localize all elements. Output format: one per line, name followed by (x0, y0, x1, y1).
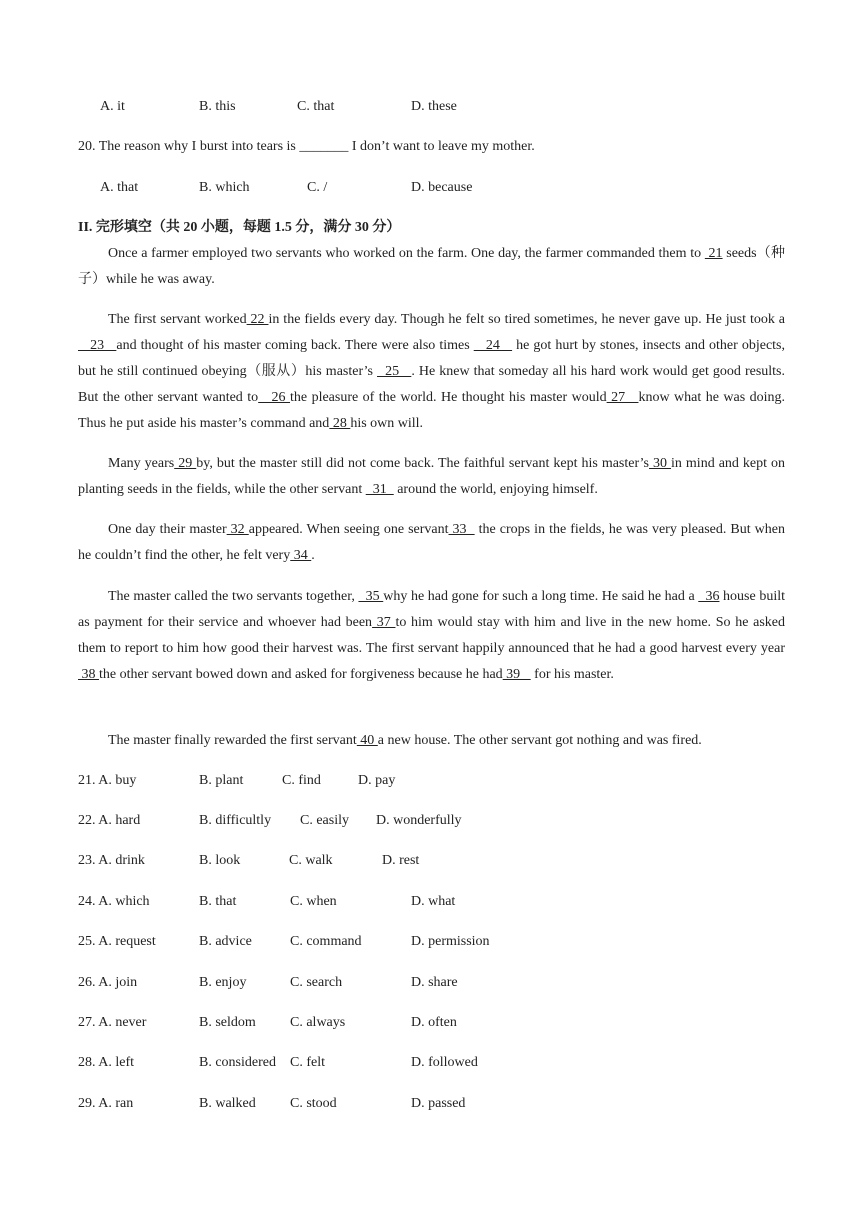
text: the other servant bowed down and asked for forgiveness because he had (99, 667, 503, 682)
option-d: D. wonderfully (376, 813, 462, 828)
question-22-options (78, 812, 798, 830)
option-c: C. easily (300, 813, 349, 828)
text: Once a farmer employed two servants who worked on the farm. One day, the farmer commanded them to (108, 246, 705, 261)
text: his own will. (350, 416, 424, 431)
passage-paragraph-6 (78, 728, 785, 754)
question-24-options (78, 893, 798, 911)
option-b: B. which (199, 180, 250, 195)
question-27-options (78, 1014, 798, 1032)
blank-34: 34 (290, 548, 312, 563)
option-b: B. enjoy (199, 975, 247, 990)
text: house built as payment for their service and whoever had been (78, 589, 785, 630)
option-c: C. find (282, 773, 321, 788)
text: around the world, enjoying himself. (393, 482, 598, 497)
option-b: B. considered (199, 1055, 276, 1070)
answer-blank: _______ (299, 139, 349, 154)
text: the pleasure of the world. He thought his master would (290, 390, 607, 405)
text: why he had gone for such a long time. He said he had a (383, 589, 699, 604)
question-29-options (78, 1095, 798, 1113)
option-a: 26. A. join (78, 975, 138, 990)
option-a: 23. A. drink (78, 853, 145, 868)
blank-28: 28 (329, 416, 351, 431)
passage-paragraph-1 (78, 241, 785, 293)
blank-25: 25 (377, 364, 412, 379)
option-d: D. often (411, 1015, 457, 1030)
question-28-options (78, 1054, 798, 1072)
option-b: B. seldom (199, 1015, 256, 1030)
passage-paragraph-5 (78, 584, 785, 688)
text: One day their master (108, 522, 227, 537)
option-a: 27. A. never (78, 1015, 147, 1030)
blank-39: 39 (502, 667, 531, 682)
option-a: 21. A. buy (78, 773, 137, 788)
text: The first servant worked (108, 312, 247, 327)
question-21-options (78, 772, 798, 790)
question-text: 20. The reason why I burst into tears is (78, 139, 300, 154)
blank-23: 23 (78, 338, 117, 353)
passage-paragraph-4 (78, 517, 785, 569)
option-c: C. when (290, 894, 337, 909)
text: to him would stay with him and live in the new home. So he asked them to report to him how good their harvest was. The first servant happily announced that he had a good harvest every year (78, 615, 785, 656)
option-c: C. command (290, 934, 362, 949)
blank-30: 30 (649, 456, 672, 471)
option-a: 29. A. ran (78, 1096, 134, 1111)
option-a: A. that (100, 180, 139, 195)
blank-27: 27 (606, 390, 639, 405)
text: Many years (108, 456, 175, 471)
question-23-options (78, 852, 798, 870)
option-d: D. share (411, 975, 458, 990)
passage-paragraph-3 (78, 451, 785, 503)
option-a: 25. A. request (78, 934, 156, 949)
option-d: D. these (411, 99, 457, 114)
blank-33: 33 (448, 522, 475, 537)
option-b: B. difficultly (199, 813, 272, 828)
option-b: B. this (199, 99, 236, 114)
q19-options (78, 98, 798, 116)
text: The master called the two servants together, (108, 589, 359, 604)
q20-options (78, 179, 798, 197)
text: and thought of his master coming back. There were also times (116, 338, 474, 353)
blank-32: 32 (226, 522, 249, 537)
text: appeared. When seeing one servant (248, 522, 449, 537)
blank-38: 38 (78, 667, 99, 682)
option-a: 28. A. left (78, 1055, 134, 1070)
option-b: B. advice (199, 934, 252, 949)
blank-40: 40 (356, 733, 378, 748)
section-heading: II. 完形填空（共 20 小题，每题 1.5 分，满分 30 分） (78, 220, 401, 235)
blank-37: 37 (372, 615, 396, 630)
text: the crops in the fields, he was very pleased. But when he couldn’t find the other, he felt very (78, 522, 785, 563)
blank-21: 21 (704, 246, 723, 261)
question-20 (78, 138, 788, 156)
option-c: C. felt (290, 1055, 325, 1070)
text: seeds（种子）while he was away. (78, 246, 786, 287)
question-26-options (78, 974, 798, 992)
option-d: D. followed (411, 1055, 478, 1070)
option-c: C. always (290, 1015, 346, 1030)
text: by, but the master still did not come back. The faithful servant kept his master’s (196, 456, 649, 471)
blank-31: 31 (365, 482, 394, 497)
option-d: D. what (411, 894, 456, 909)
option-c: C. / (307, 180, 328, 195)
option-b: B. walked (199, 1096, 256, 1111)
option-d: D. permission (411, 934, 490, 949)
text: know what he was doing. Thus he put aside his master’s command and (78, 390, 786, 431)
option-c: C. walk (289, 853, 333, 868)
blank-26: 26 (258, 390, 291, 405)
option-b: B. plant (199, 773, 244, 788)
text: he got hurt by stones, insects and other objects, but he still continued obeying（服从）his master’s (78, 338, 786, 379)
blank-35: 35 (358, 589, 384, 604)
option-b: B. that (199, 894, 237, 909)
option-c: C. stood (290, 1096, 337, 1111)
option-d: D. passed (411, 1096, 466, 1111)
question-25-options (78, 933, 798, 951)
text: for his master. (530, 667, 614, 682)
option-d: D. rest (382, 853, 420, 868)
text: in the fields every day. Though he felt so tired sometimes, he never gave up. He just took a (268, 312, 785, 327)
blank-36: 36 (698, 589, 720, 604)
option-c: C. search (290, 975, 343, 990)
option-a: A. it (100, 99, 125, 114)
option-a: 22. A. hard (78, 813, 141, 828)
option-d: D. pay (358, 773, 396, 788)
blank-24: 24 (473, 338, 513, 353)
option-d: D. because (411, 180, 473, 195)
text: in mind and kept on planting seeds in the fields, while the other servant (78, 456, 786, 497)
passage-paragraph-2 (78, 307, 785, 437)
option-c: C. that (297, 99, 335, 114)
text: . He knew that someday all his hard work would get good results. But the other servant wanted to (78, 364, 786, 405)
text: The master finally rewarded the first servant (108, 733, 357, 748)
text: . (311, 548, 315, 563)
text: a new house. The other servant got nothing and was fired. (377, 733, 702, 748)
question-text: I don’t want to leave my mother. (348, 139, 535, 154)
blank-22: 22 (246, 312, 269, 327)
option-b: B. look (199, 853, 241, 868)
option-a: 24. A. which (78, 894, 150, 909)
blank-29: 29 (174, 456, 197, 471)
